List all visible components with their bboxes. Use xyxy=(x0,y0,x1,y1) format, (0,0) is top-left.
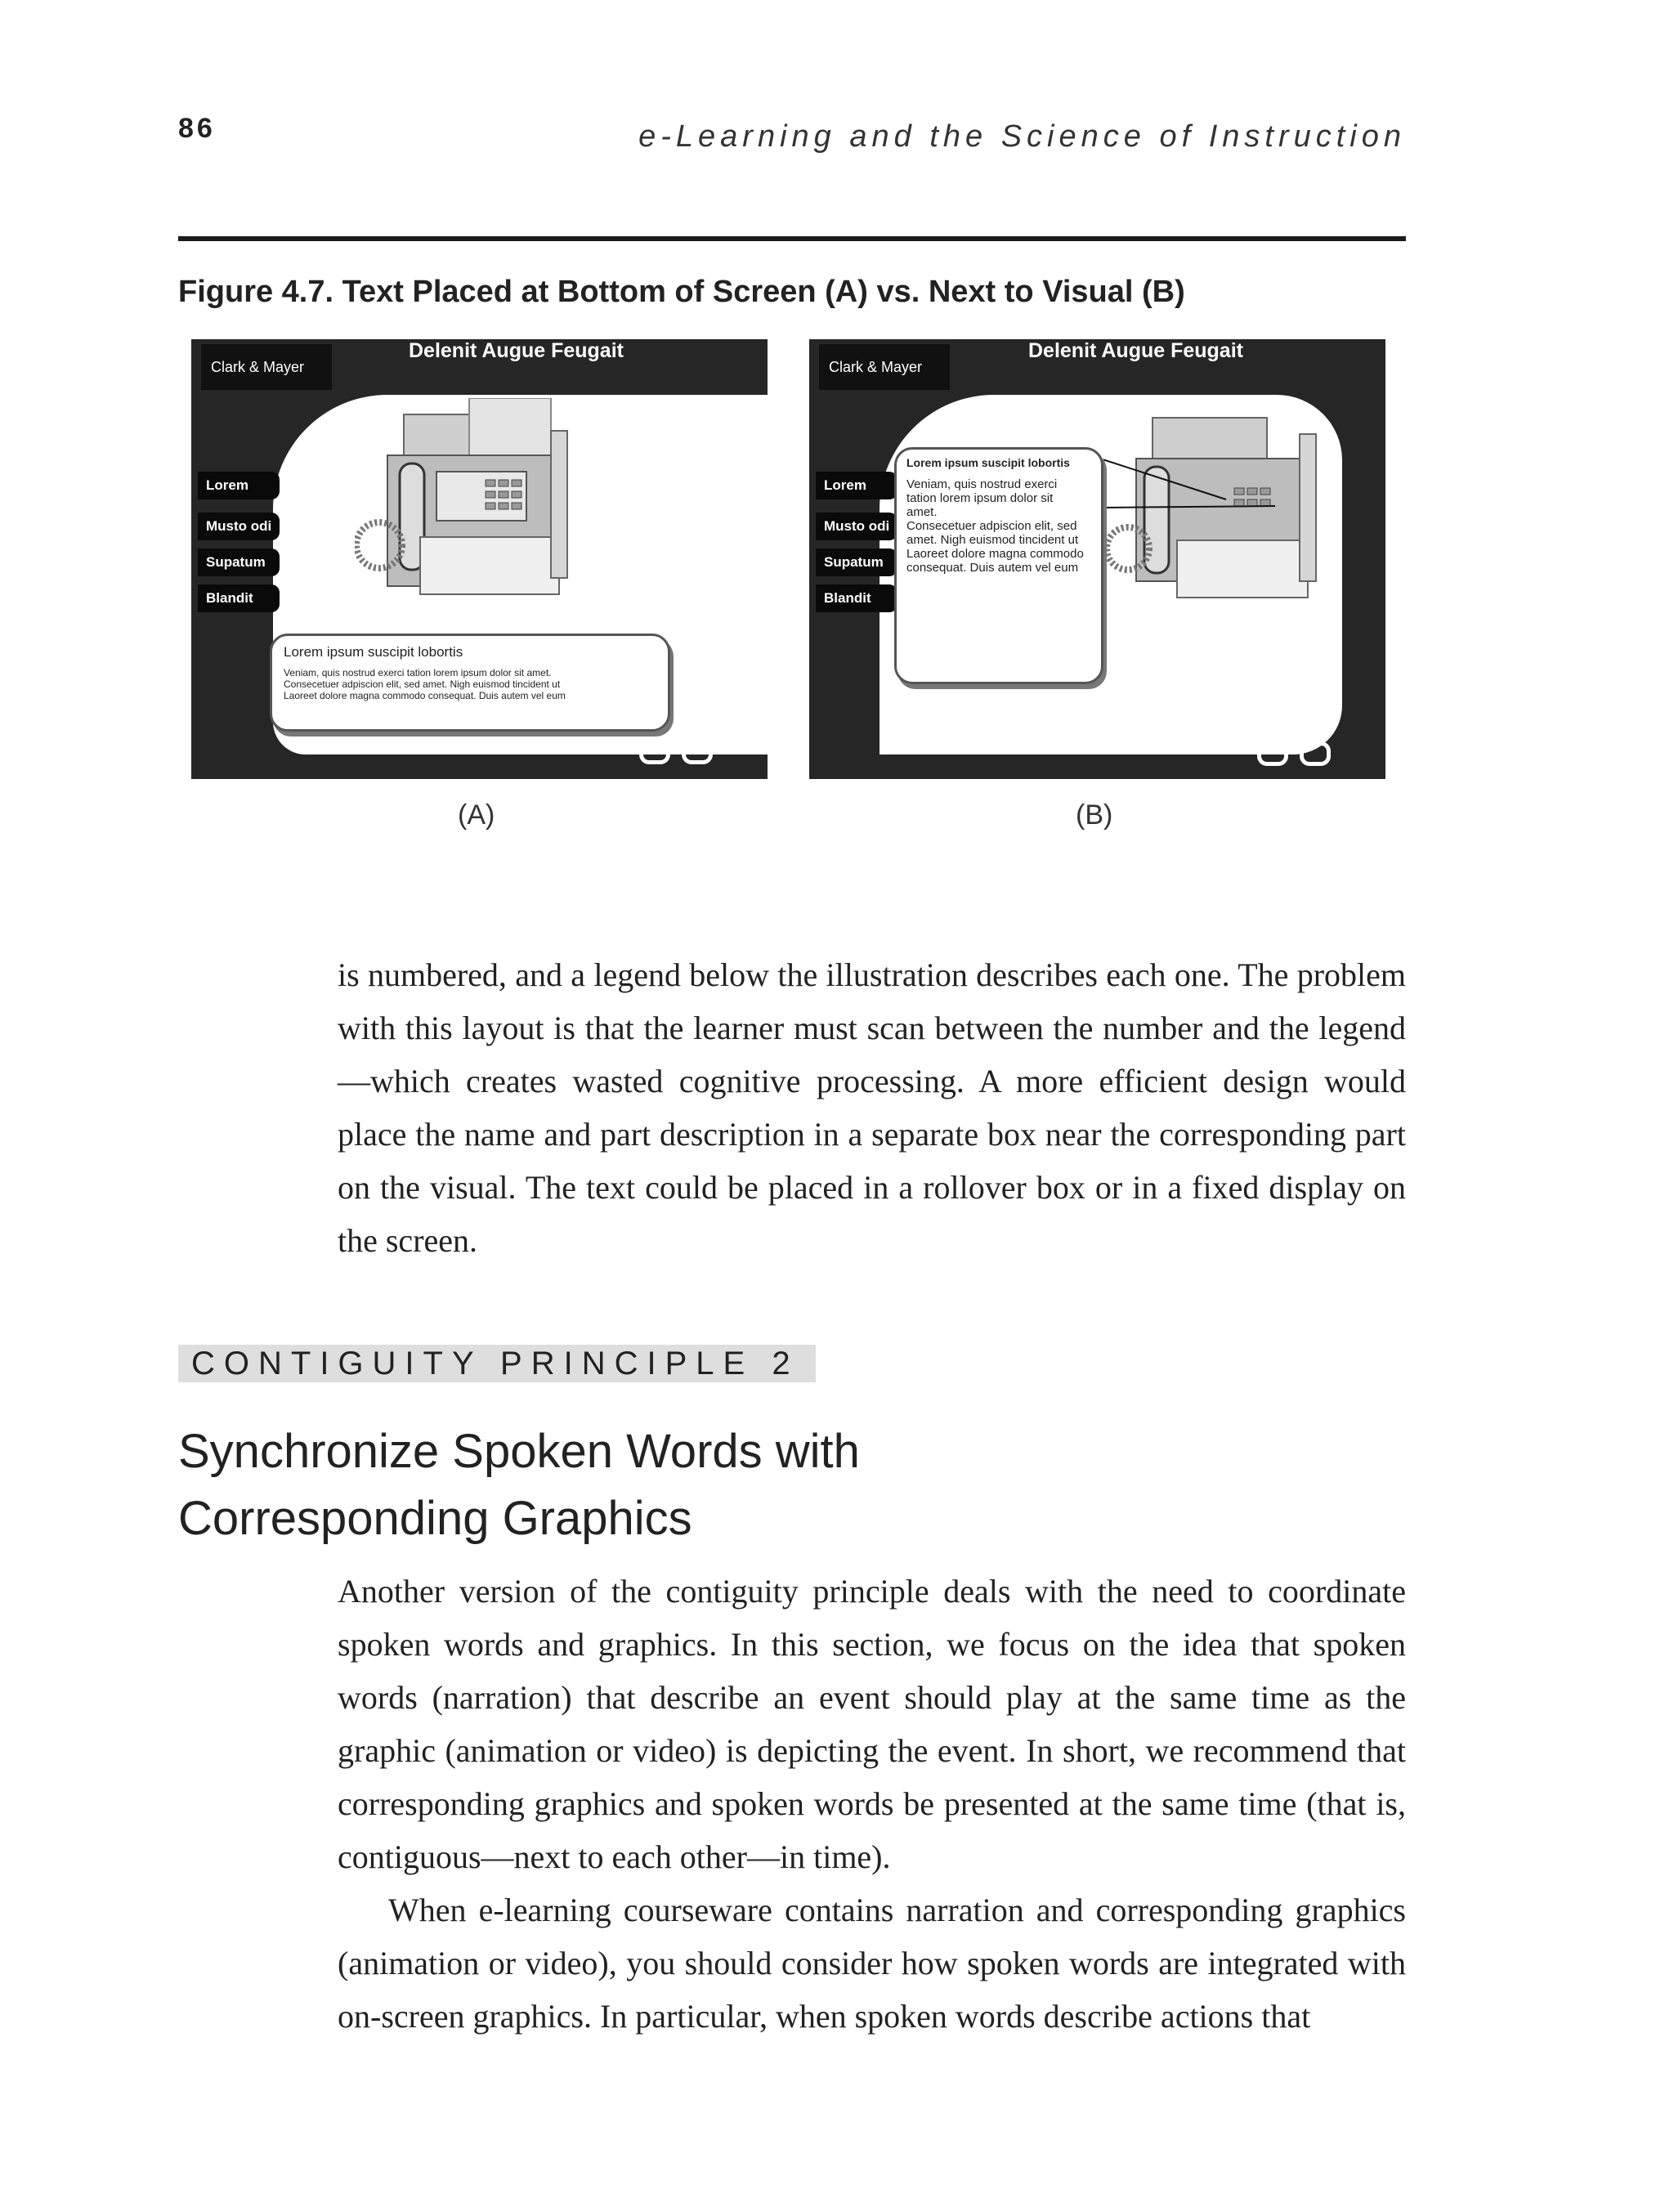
screenshot-a xyxy=(191,339,768,779)
section-title: Synchronize Spoken Words with Corresponding Graphics xyxy=(178,1425,860,1545)
menu-button-musto-odi[interactable]: Musto odi xyxy=(816,513,897,540)
back-nav-icon[interactable] xyxy=(1257,741,1288,766)
page-number: 86 xyxy=(178,113,216,144)
header-rule xyxy=(178,236,1406,241)
text-box-heading: Lorem ipsum suscipit lobortis xyxy=(284,644,463,660)
screenshot-b xyxy=(809,339,1385,779)
body-paragraph: Another version of the contiguity principle deals with the need to coordinate spoken words and graphics. In this section, we focus on the idea that spoken words (narration) that describe an event should play at the same time as the graphic (animation or video) is depicting the event. In short, we recommend that corresponding graphics and spoken words be presented at the same time (that is, contiguous—next to each other—in time). xyxy=(338,1573,1406,1875)
text-box-heading: Lorem ipsum suscipit lobortis xyxy=(906,456,1070,469)
panel-label-a: (A) xyxy=(458,799,495,831)
screen-title: Delenit Augue Feugait xyxy=(409,339,624,362)
body-paragraph: When e-learning courseware contains narration and corresponding graphics (animation or video), you should consider how spoken words are integrated with on-screen graphics. In particular, when spoken words describe actions that xyxy=(338,1892,1406,2035)
forward-nav-icon[interactable] xyxy=(682,740,713,764)
brand-label: Clark & Mayer xyxy=(201,344,332,390)
figure-caption: Figure 4.7. Text Placed at Bottom of Screen (A) vs. Next to Visual (B) xyxy=(178,275,1185,309)
brand-label: Clark & Mayer xyxy=(819,344,950,390)
screen-title: Delenit Augue Feugait xyxy=(1028,339,1243,362)
menu-button-blandit[interactable]: Blandit xyxy=(816,584,897,612)
panel-label-b: (B) xyxy=(1076,799,1113,831)
text-box-body: Veniam, quis nostrud exerci tation lorem ipsum dolor sit amet. Consecetuer adpiscion elit, sed amet. Nigh euismod tincident ut Laoreet dolore magna commodo consequat. Duis autem vel eum xyxy=(284,667,566,701)
running-head: e-Learning and the Science of Instruction xyxy=(638,119,1406,154)
section-label: CONTIGUITY PRINCIPLE 2 xyxy=(178,1345,816,1382)
menu-button-musto-odi[interactable]: Musto odi xyxy=(198,513,280,540)
menu-button-blandit[interactable]: Blandit xyxy=(198,584,280,612)
body-paragraph: is numbered, and a legend below the illustration describes each one. The problem with this layout is that the learner must scan between the number and the legend—which creates wasted cognitive processing. A more efficient design would place the name and part description in a separate box near the corresponding part on the visual. The text could be placed in a rollover box or in a fixed display on the screen. xyxy=(338,956,1406,1259)
menu-button-supatum[interactable]: Supatum xyxy=(816,549,897,576)
menu-button-supatum[interactable]: Supatum xyxy=(198,549,280,576)
forward-nav-icon[interactable] xyxy=(1300,741,1331,766)
content-panel-base xyxy=(880,699,1256,754)
back-nav-icon[interactable] xyxy=(639,740,670,764)
fax-machine-illustration xyxy=(355,398,584,627)
text-box-body: Veniam, quis nostrud exerci tation lorem ipsum dolor sit amet. Consecetuer adpiscion elit, sed amet. Nigh euismod tincident ut Laoreet dolore magna commodo consequat. Duis autem vel eum xyxy=(906,477,1084,575)
menu-button-lorem[interactable]: Lorem xyxy=(198,472,280,499)
fax-machine-illustration xyxy=(1103,410,1341,630)
side-text-box xyxy=(894,447,1103,684)
menu-button-lorem[interactable]: Lorem xyxy=(816,472,897,499)
bottom-text-box xyxy=(270,634,670,732)
